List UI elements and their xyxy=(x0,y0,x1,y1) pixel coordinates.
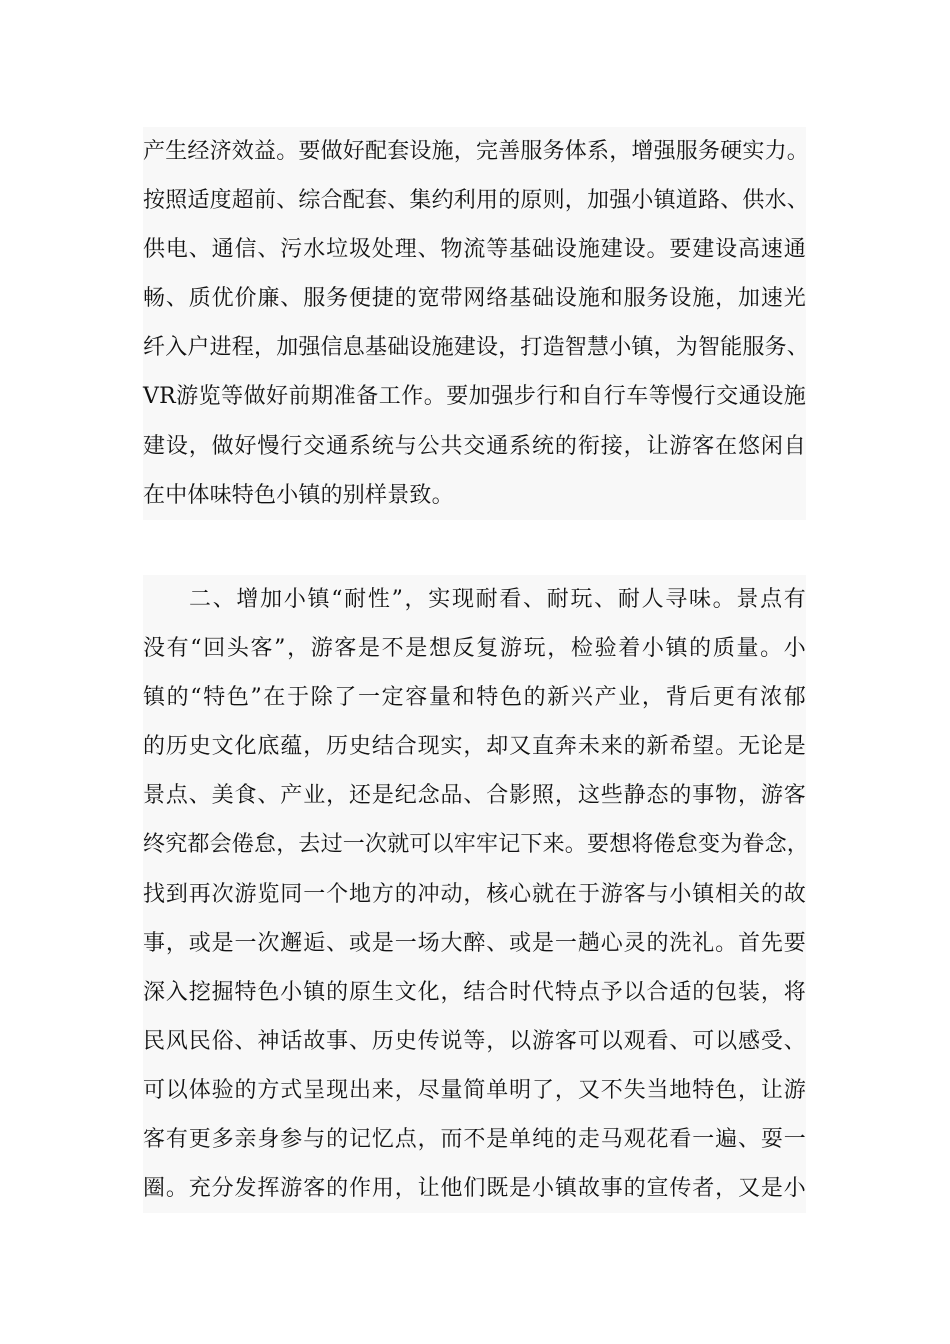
paragraph-line: 二、增加小镇“耐性”，实现耐看、耐玩、耐人寻味。景点有 xyxy=(189,587,806,612)
paragraph-line: 民风民俗、神话故事、历史传说等，以游客可以观看、可以感受、 xyxy=(143,1028,806,1054)
paragraph-1 xyxy=(143,127,810,520)
paragraph-line: 产生经济效益。要做好配套设施，完善服务体系，增强服务硬实力。 xyxy=(143,139,810,164)
paragraph-line: 镇的“特色”在于除了一定容量和特色的新兴产业，背后更有浓郁 xyxy=(143,685,806,711)
paragraph-line: 没有“回头客”，游客是不是想反复游玩，检验着小镇的质量。小 xyxy=(143,636,806,662)
paragraph-line: 畅、质优价廉、服务便捷的宽带网络基础设施和服务设施，加速光 xyxy=(143,286,806,312)
paragraph-line: 的历史文化底蕴，历史结合现实，却又直奔未来的新希望。无论是 xyxy=(143,734,806,760)
paragraph-line: 圈。充分发挥游客的作用，让他们既是小镇故事的宣传者，又是小 xyxy=(143,1176,806,1202)
paragraph-line: 纤入户进程，加强信息基础设施建设，打造智慧小镇，为智能服务、 xyxy=(143,335,810,361)
paragraph-line: VR游览等做好前期准备工作。要加强步行和自行车等慢行交通设施 xyxy=(143,384,806,410)
paragraph-line: 按照适度超前、综合配套、集约利用的原则，加强小镇道路、供水、 xyxy=(143,188,810,214)
paragraph-line: 供电、通信、污水垃圾处理、物流等基础设施建设。要建设高速通 xyxy=(143,237,806,263)
paragraph-2 xyxy=(143,575,810,1213)
paragraph-line: 事，或是一次邂逅、或是一场大醉、或是一趟心灵的洗礼。首先要 xyxy=(143,930,806,956)
paragraph-line: 建设，做好慢行交通系统与公共交通系统的衔接，让游客在悠闲自 xyxy=(143,433,806,459)
paragraph-line: 找到再次游览同一个地方的冲动，核心就在于游客与小镇相关的故 xyxy=(143,881,806,907)
paragraph-line: 景点、美食、产业，还是纪念品、合影照，这些静态的事物，游客 xyxy=(143,783,806,809)
paragraph-line: 深入挖掘特色小镇的原生文化，结合时代特点予以合适的包装，将 xyxy=(143,979,806,1005)
paragraph-line: 客有更多亲身参与的记忆点，而不是单纯的走马观花看一遍、耍一 xyxy=(143,1127,806,1153)
paragraph-line: 终究都会倦怠，去过一次就可以牢牢记下来。要想将倦怠变为眷念， xyxy=(143,832,810,858)
paragraph-line: 在中体味特色小镇的别样景致。 xyxy=(143,482,454,508)
paragraph-line: 可以体验的方式呈现出来，尽量简单明了，又不失当地特色，让游 xyxy=(143,1077,806,1103)
